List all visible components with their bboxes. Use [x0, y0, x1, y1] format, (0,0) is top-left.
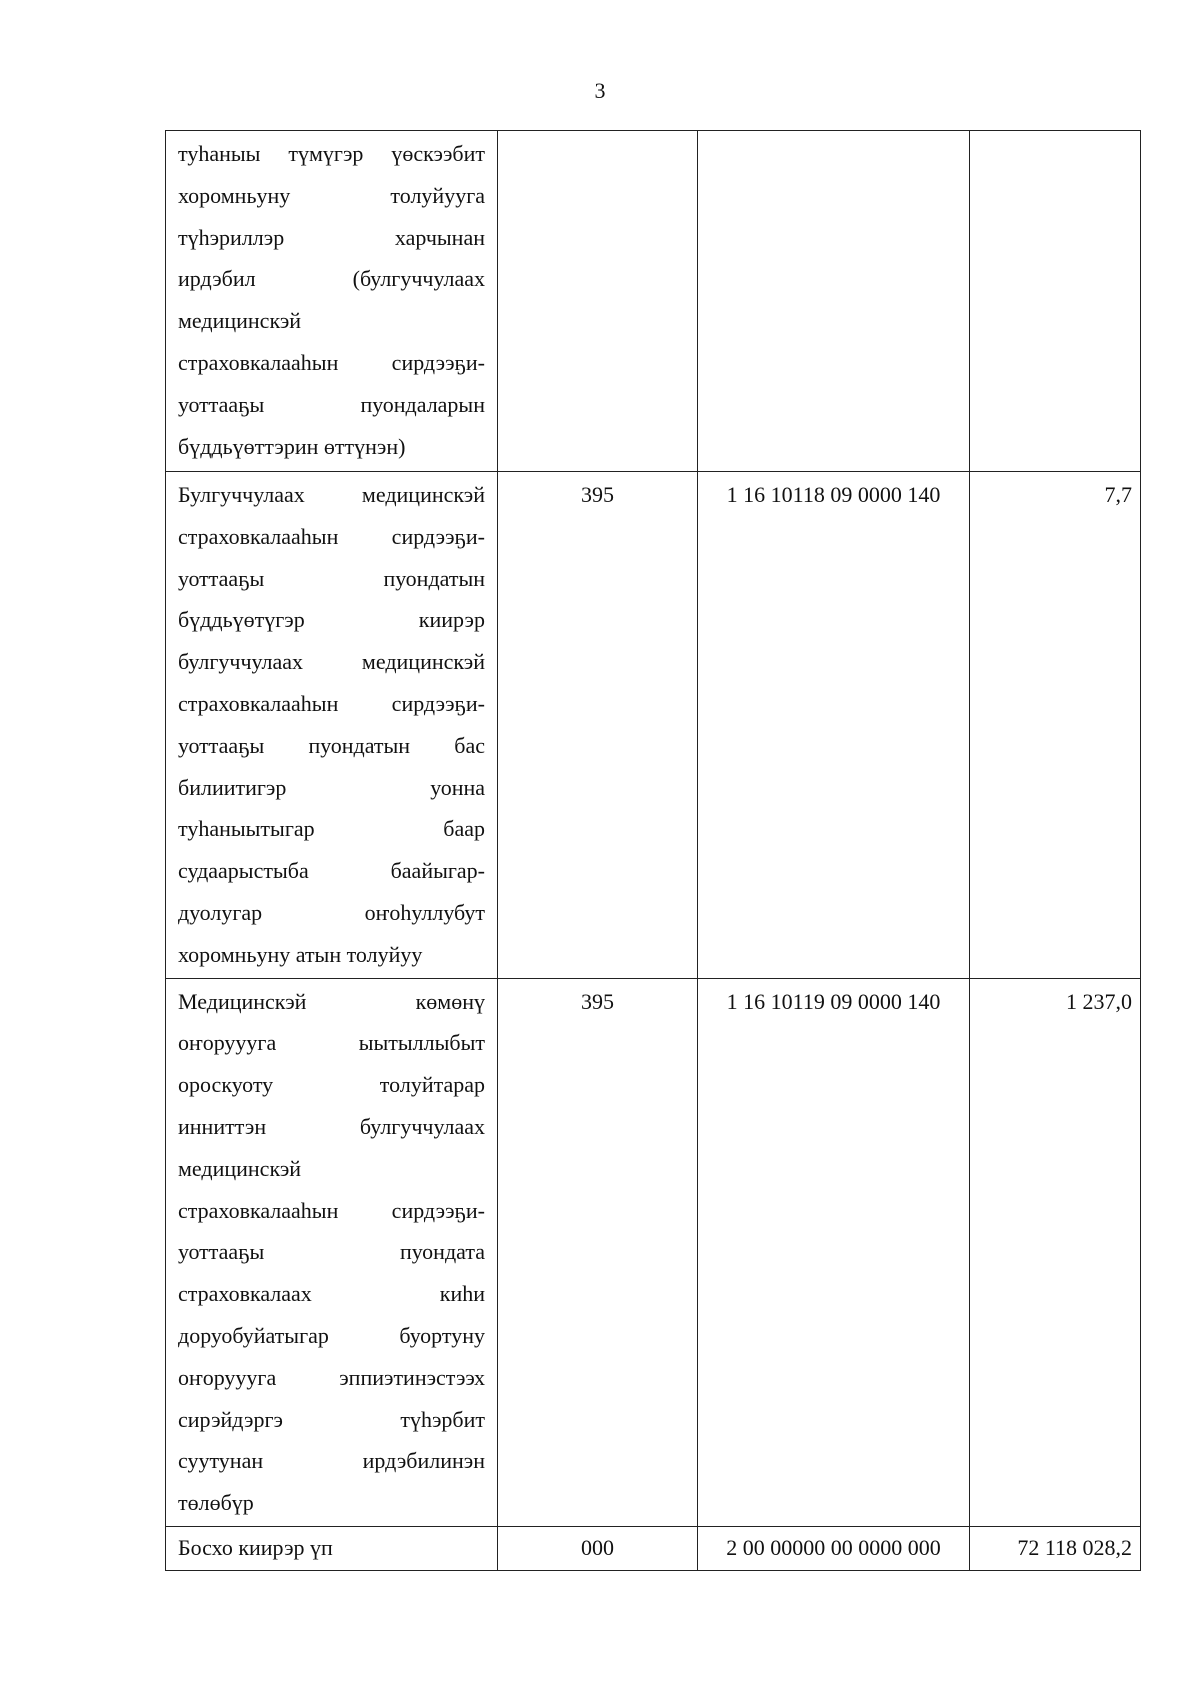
text-line: түһэриллэр харчынан [178, 224, 485, 250]
row-admin-code: 395 [498, 978, 698, 1526]
text-line: сирэйдэргэ түһэрбит [178, 1406, 485, 1432]
table-row [166, 978, 1141, 1526]
text-line: страховкалааһын сирдээҕи- [178, 690, 485, 716]
text-line: медицинскэй [178, 1155, 302, 1181]
text-line: оҥоруууга ыытыллыбыт [178, 1030, 485, 1056]
text-line: төлөбүр [178, 1490, 254, 1516]
page-number: 3 [594, 78, 606, 103]
text-line: ороскуоту толуйтарар [178, 1072, 485, 1098]
row-description [166, 472, 498, 979]
table-row [166, 131, 1141, 472]
text-line: страховкалаах киһи [178, 1281, 485, 1307]
text-line: хоромньуну толуйууга [178, 182, 485, 208]
total-budget-code: 2 00 00000 00 0000 000 [698, 1526, 970, 1570]
text-line: бүддьүөтүгэр киирэр [178, 607, 485, 633]
row-budget-code [698, 131, 970, 472]
total-label: Босхо киирэр үп [166, 1526, 498, 1570]
text-line: ирдэбил (булгуччулаах [178, 266, 485, 292]
row-budget-code: 1 16 10118 09 0000 140 [698, 472, 970, 979]
text-line: булгуччулаах медицинскэй [178, 649, 485, 675]
row-amount [970, 131, 1141, 472]
text-line: бүддьүөттэрин өттүнэн) [178, 433, 406, 459]
row-description [166, 978, 498, 1526]
text-line: суутунан ирдэбилинэн [178, 1448, 485, 1474]
text-line: Булгуччулаах медицинскэй [178, 482, 485, 507]
row-amount: 7,7 [970, 472, 1141, 979]
row-amount: 1 237,0 [970, 978, 1141, 1526]
text-line: туһаныытыгар баар [178, 816, 485, 842]
text-line: дуолугар оҥоһуллубут [178, 899, 485, 925]
text-line: уоттааҕы пуондатын бас [178, 732, 485, 758]
text-line: уоттааҕы пуондатын [178, 565, 485, 591]
total-amount: 72 118 028,2 [970, 1526, 1141, 1570]
text-line: инниттэн булгуччулаах [178, 1113, 485, 1139]
text-line: оҥоруууга эппиэтинэстээх [178, 1364, 485, 1390]
text-line: страховкалааһын сирдээҕи- [178, 349, 485, 375]
text-line: страховкалааһын сирдээҕи- [178, 523, 485, 549]
text-line: доруобуйатыгар буортуну [178, 1322, 485, 1348]
text-line: уоттааҕы пуондата [178, 1239, 485, 1265]
text-line: туһаныы түмүгэр үөскээбит [178, 141, 485, 166]
total-row [166, 1526, 1141, 1570]
row-admin-code [498, 131, 698, 472]
row-description [166, 131, 498, 472]
text-line: хоромньуну атын толуйуу [178, 941, 423, 967]
table-row [166, 472, 1141, 979]
total-admin-code: 000 [498, 1526, 698, 1570]
revenue-table [165, 130, 1141, 1571]
text-line: страховкалааһын сирдээҕи- [178, 1197, 485, 1223]
row-budget-code: 1 16 10119 09 0000 140 [698, 978, 970, 1526]
row-admin-code: 395 [498, 472, 698, 979]
text-line: Медицинскэй көмөнү [178, 988, 485, 1014]
text-line: судаарыстыба баайыгар- [178, 858, 485, 884]
text-line: уоттааҕы пуондаларын [178, 391, 485, 417]
text-line: билиитигэр уонна [178, 774, 485, 800]
text-line: медицинскэй [178, 308, 302, 334]
